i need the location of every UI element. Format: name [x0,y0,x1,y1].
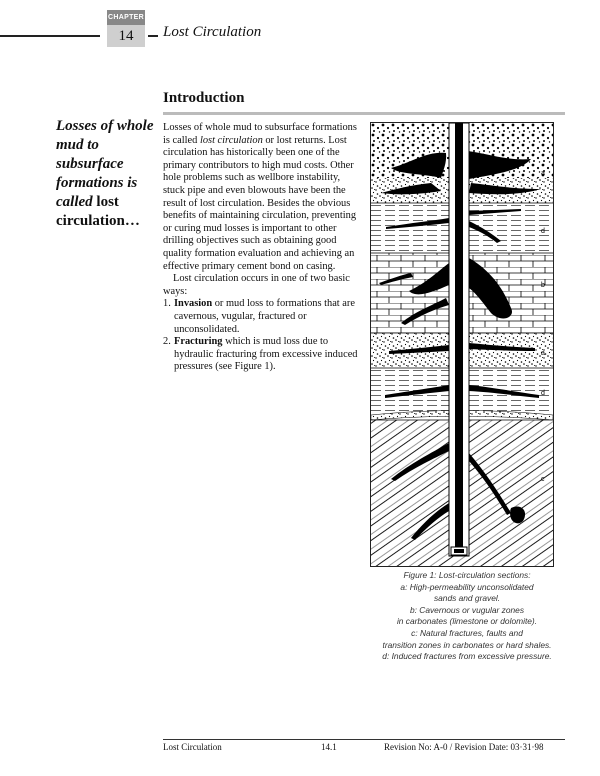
paragraph-2: Lost circulation occurs in one of two basic ways: [163,273,350,297]
zone-label: c [541,476,545,483]
list-text: which is mud loss due to hydraulic fracturing from excessive induced pressures (see Figure 1). [174,336,358,373]
footer-chapter-name: Lost Circulation [163,742,222,752]
chapter-title: Lost Circulation [163,24,262,40]
paragraph-1 [163,122,359,273]
list-term: Invasion [174,298,213,310]
header-dash [148,35,158,37]
footer-rule [163,739,565,740]
caption-line: transition zones in carbonates or hard shales. [382,639,552,650]
pull-quote [56,117,156,231]
caption-line: in carbonates (limestone or dolomite). [396,616,538,627]
mechanism-list [163,298,359,374]
chapter-tab [107,10,145,47]
list-number: 2. [163,336,171,348]
footer-page-number: 14.1 [321,742,337,752]
pull-quote-part1: Losses of whole mud to subsurface formations is [56,118,154,191]
body-text [163,122,359,374]
pull-quote-part2: called [56,194,93,210]
header-rule [0,35,100,37]
zone-label: d [541,228,545,235]
list-item [163,298,359,336]
list-item [163,336,359,374]
caption-line: Figure 1: Lost-circulation sections: [403,570,531,580]
footer-revision: Revision No: A-0 / Revision Date: 03·31·98 [384,742,544,752]
zone-label: a [541,350,545,357]
section-rule [163,112,565,115]
zone-label: b [541,282,545,289]
caption-line: a: High-permeability unconsolidated [400,581,534,592]
p1-text-a: Losses of whole mud to subsurface formations is called [163,122,357,146]
figure-1-wellbore-diagram [370,122,554,567]
zone-label: d [541,390,545,397]
p1-emphasis: lost circulation [199,134,263,146]
p1-text-b: or lost returns. Lost circulation has historically been one of the primary contributors to high mud costs. Other hole problems such as wellbore instability, stuck pipe and even blowouts have been the result of lost circulation. Besides the obvious benefits of maintaining circulation, preventing or curing mud losses is important to other drilling objectives such as obtaining good quality formation evaluation and achieving an effective primary cement bond on casing. [163,134,357,272]
chapter-label: CHAPTER [107,10,145,25]
wellbore-illustration [371,123,553,566]
caption-line: b: Cavernous or vugular zones [409,604,525,615]
zone-label: a [541,170,545,177]
list-number: 1. [163,298,171,310]
chapter-number: 14 [107,25,145,47]
list-term: Fracturing [174,336,223,348]
section-heading: Introduction [163,90,245,106]
caption-line: c: Natural fractures, faults and [411,627,523,638]
caption-line: d: Induced fractures from excessive pressure. [382,651,552,662]
figure-caption [360,570,574,663]
caption-line: sands and gravel. [433,593,501,604]
list-text: or mud loss to formations that are cavernous, vugular, fractured or unconsolidated. [174,298,355,335]
pull-quote-part3: lost circulation… [56,194,140,229]
